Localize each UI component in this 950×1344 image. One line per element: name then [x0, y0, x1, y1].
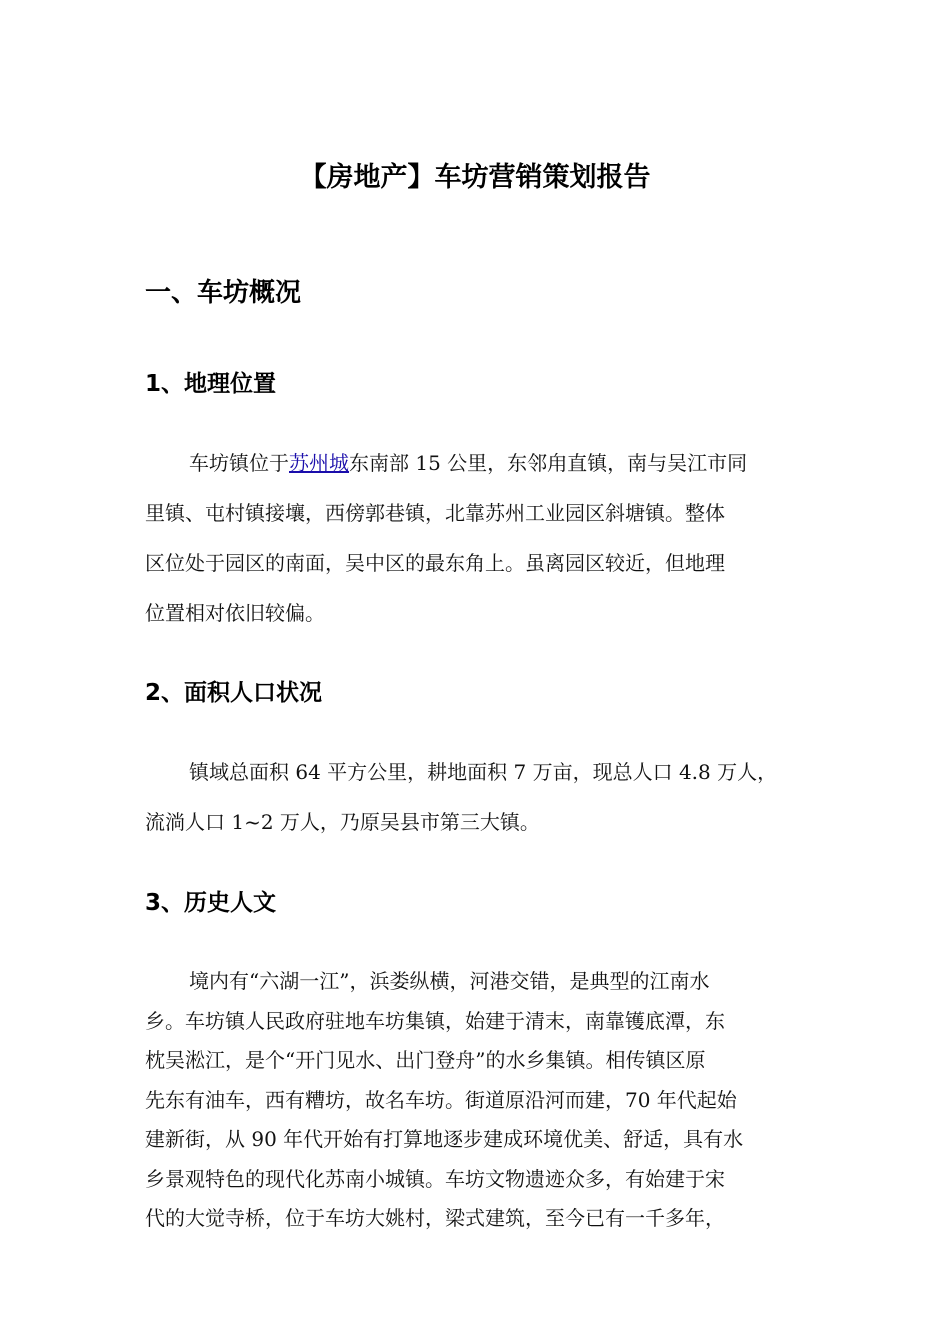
document-title: 【房地产】车坊营销策划报告: [299, 162, 651, 193]
text-run: 东南部 15 公里，东邻甪直镇，南与吴江市同: [349, 451, 748, 475]
paragraph-line: 区位处于园区的南面，吴中区的最东角上。虽离园区较近，但地理: [145, 551, 725, 575]
suzhou-city-link[interactable]: 苏州城: [289, 451, 349, 475]
paragraph-line: 镇域总面积 64 平方公里，耕地面积 7 万亩，现总人口 4.8 万人，: [189, 760, 778, 784]
paragraph-line: 乡。车坊镇人民政府驻地车坊集镇，始建于清末，南靠镬底潭，东: [145, 1008, 725, 1033]
paragraph-line: 先东有油车，西有糟坊，故名车坊。街道原沿河而建，70 年代起始: [145, 1087, 737, 1112]
paragraph-location: [145, 438, 815, 638]
paragraph-line: [145, 438, 815, 488]
paragraph-population: [145, 747, 815, 847]
paragraph-history: [145, 962, 815, 1239]
paragraph-line: 乡景观特色的现代化苏南小城镇。车坊文物遗迹众多，有始建于宋: [145, 1166, 725, 1191]
paragraph-line: 位置相对依旧较偏。: [145, 601, 325, 625]
section-heading-overview: 一、车坊概况: [145, 278, 302, 308]
paragraph-line: 境内有“六湖一江”，浜娄纵横，河港交错，是典型的江南水: [189, 969, 710, 993]
paragraph-line: 建新街，从 90 年代开始有打算地逐步建成环境优美、舒适，具有水: [145, 1127, 744, 1151]
subheading-population: 2、面积人口状况: [145, 680, 323, 706]
paragraph-line: 里镇、屯村镇接壤，西傍郭巷镇，北靠苏州工业园区斜塘镇。整体: [145, 501, 725, 525]
subheading-history: 3、历史人文: [145, 890, 277, 916]
text-run: 车坊镇位于: [189, 451, 289, 475]
paragraph-line: 流淌人口 1~2 万人，乃原吴县市第三大镇。: [145, 810, 540, 834]
subheading-location: 1、地理位置: [145, 371, 277, 397]
paragraph-line: 代的大觉寺桥，位于车坊大姚村，梁式建筑，至今已有一千多年，: [145, 1206, 725, 1230]
paragraph-line: 枕吴淞江，是个“开门见水、出门登舟”的水乡集镇。相传镇区原: [145, 1048, 706, 1072]
